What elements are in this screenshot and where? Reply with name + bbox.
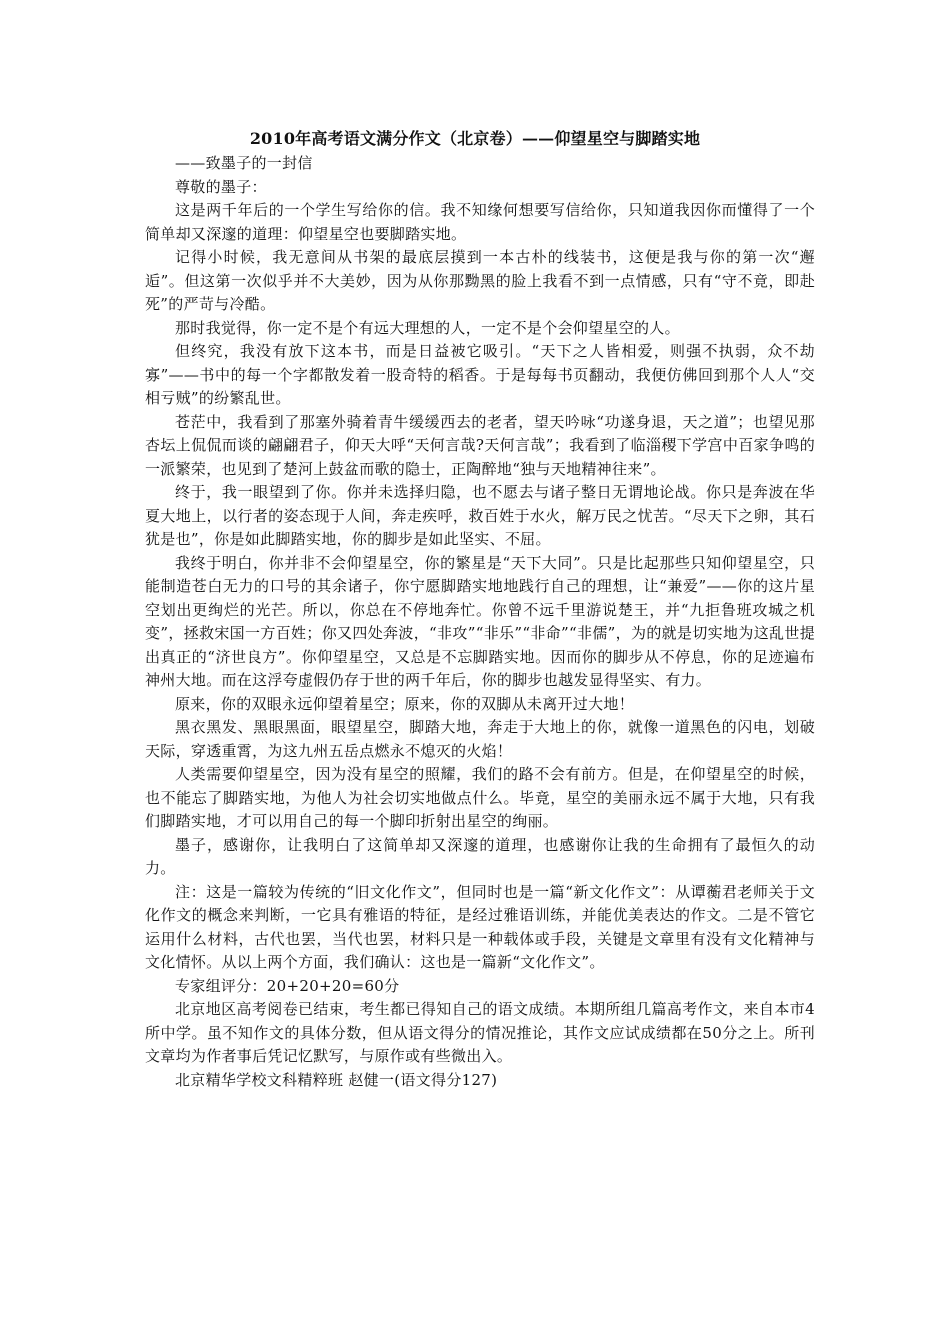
body-paragraph: 人类需要仰望星空，因为没有星空的照耀，我们的路不会有前方。但是，在仰望星空的时候，也不能忘了脚踏实地，为他人为社会切实地做点什么。毕竟，星空的美丽永远不属于大地，只有我们脚踏实地，才可以用自己的每一个脚印折射出星空的绚丽。 bbox=[145, 765, 815, 830]
author-byline: 北京精华学校文科精粹班 赵健一(语文得分127) bbox=[175, 1070, 498, 1089]
letter-salutation: 尊敬的墨子： bbox=[175, 177, 267, 196]
body-paragraph: 那时我觉得，你一定不是个有远大理想的人，一定不是个会仰望星空的人。 bbox=[175, 318, 680, 337]
expert-score: 专家组评分：20+20+20=60分 bbox=[175, 976, 400, 995]
body-paragraph: 记得小时候，我无意间从书架的最底层摸到一本古朴的线装书，这便是我与你的第一次“邂逅”。但这第一次似乎并不大美妙，因为从你那黝黑的脸上我看不到一点情感，只有“守不竟，即赴死”的严苛与冷酷。 bbox=[145, 248, 815, 313]
body-paragraph: 墨子，感谢你，让我明白了这简单却又深邃的道理，也感谢你让我的生命拥有了最恒久的动力。 bbox=[145, 835, 815, 877]
publication-note: 北京地区高考阅卷已结束，考生都已得知自己的语文成绩。本期所组几篇高考作文，来自本市4所中学。虽不知作文的具体分数，但从语文得分的情况推论，其作文应试成绩都在50分之上。所刊文章均为作者事后凭记忆默写，与原作或有些微出入。 bbox=[145, 1000, 815, 1065]
body-paragraph: 这是两千年后的一个学生写给你的信。我不知缘何想要写信给你，只知道我因你而懂得了一个简单却又深邃的道理：仰望星空也要脚踏实地。 bbox=[145, 201, 815, 243]
body-paragraph: 黑衣黑发、黑眼黑面，眼望星空，脚踏大地，奔走于大地上的你，就像一道黑色的闪电，划破天际，穿透重霄，为这九州五岳点燃永不熄灭的火焰！ bbox=[145, 718, 815, 760]
letter-subtitle: ——致墨子的一封信 bbox=[175, 154, 313, 172]
body-paragraph: 我终于明白，你并非不会仰望星空，你的繁星是“天下大同”。只是比起那些只知仰望星空，只能制造苍白无力的口号的其余诸子，你宁愿脚踏实地地践行自己的理想，让“兼爱”——你的这片星空划出更绚烂的光芒。所以，你总在不停地奔忙。你曾不远千里游说楚王，并“九拒鲁班攻城之机变”，拯救宋国一方百姓；你又四处奔波，“非攻”“非乐”“非命”“非儒”，为的就是切实地为这乱世提出真正的“济世良方”。你仰望星空，又总是不忘脚踏实地。因而你的脚步从不停息，你的足迹遍布神州大地。而在这浮夸虚假仍存于世的两千年后，你的脚步也越发显得坚实、有力。 bbox=[145, 553, 815, 689]
body-paragraph: 但终究，我没有放下这本书，而是日益被它吸引。“天下之人皆相爱，则强不执弱，众不劫寡”——书中的每一个字都散发着一股奇特的稻香。于是每每书页翻动，我便仿佛回到那个人人“交相亏贼”的纷繁乱世。 bbox=[145, 342, 815, 407]
document-body bbox=[145, 152, 815, 1092]
body-paragraph: 终于，我一眼望到了你。你并未选择归隐，也不愿去与诸子整日无谓地论战。你只是奔波在华夏大地上，以行者的姿态现于人间，奔走疾呼，救百姓于水火，解万民之忧苦。“尽天下之卵，其石犹是也”，你是如此脚踏实地，你的脚步是如此坚实、不屈。 bbox=[145, 483, 815, 548]
body-paragraph: 原来，你的双眼永远仰望着星空；原来，你的双脚从未离开过大地！ bbox=[175, 694, 635, 713]
editor-note: 注：这是一篇较为传统的“旧文化作文”，但同时也是一篇“新文化作文”：从谭蘅君老师关于文化作文的概念来判断，一它具有雅语的特征，是经过雅语训练，并能优美表达的作文。二是不管它运用什么材料，古代也罢，当代也罢，材料只是一种载体或手段，关键是文章里有没有文化精神与文化情怀。从以上两个方面，我们确认：这也是一篇新“文化作文”。 bbox=[145, 882, 815, 971]
body-paragraph: 苍茫中，我看到了那塞外骑着青牛缓缓西去的老者，望天吟咏“功遂身退，天之道”；也望见那杏坛上侃侃而谈的翩翩君子，仰天大呼“天何言哉?天何言哉”；我看到了临淄稷下学宫中百家争鸣的一派繁荣，也见到了楚河上鼓盆而歌的隐士，正陶醉地“独与天地精神往来”。 bbox=[145, 412, 815, 478]
document-title: 2010年高考语文满分作文（北京卷）——仰望星空与脚踏实地 bbox=[249, 129, 701, 148]
